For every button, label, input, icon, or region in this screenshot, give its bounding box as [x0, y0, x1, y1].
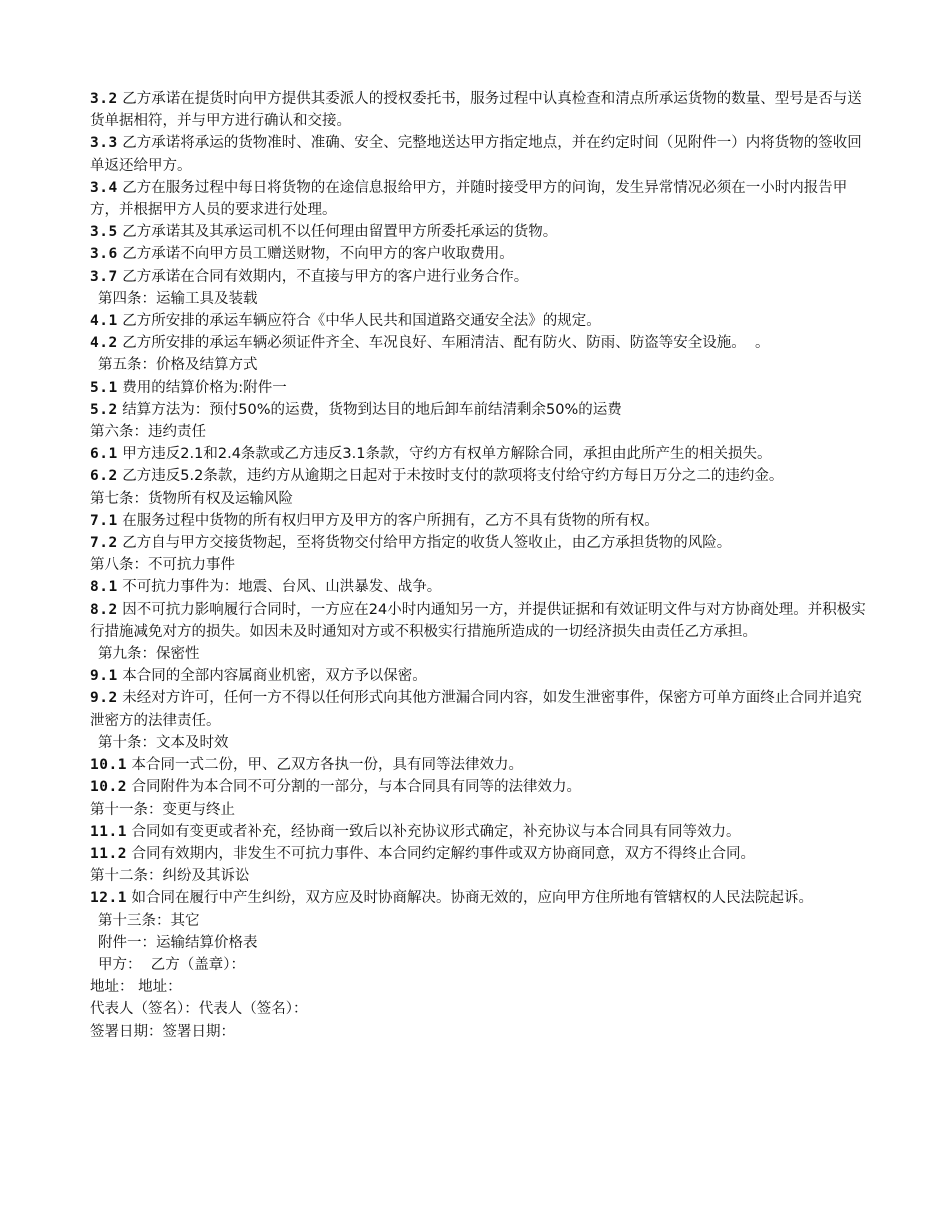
doc-line: [90, 954, 870, 976]
clause-number: 3.5: [90, 224, 118, 241]
clause-8-2: [90, 599, 870, 643]
clause-number: 8.1: [90, 579, 118, 596]
clause-text: 第十三条：其它: [98, 912, 200, 929]
clause-text: 本合同一式二份，甲、乙双方各执一份，具有同等法律效力。: [126, 757, 524, 774]
clause-text: 第五条：价格及结算方式: [98, 357, 258, 374]
clause-number: 7.1: [90, 512, 118, 529]
clause-text: 第六条：违约责任: [90, 424, 206, 441]
clause-number: 7.2: [90, 535, 118, 552]
clause-text: 第十一条：变更与终止: [90, 801, 235, 818]
clause-4-2: [90, 332, 870, 354]
doc-line: [90, 799, 870, 821]
doc-line: [90, 554, 870, 576]
clause-number: 11.2: [90, 845, 127, 862]
clause-text: 费用的结算价格为:附件一: [117, 379, 287, 396]
clause-6-2: [90, 465, 870, 487]
clause-text: 附件一：运输结算价格表: [98, 934, 258, 951]
doc-line: [90, 354, 870, 376]
clause-3-2: [90, 88, 870, 132]
doc-line: [90, 865, 870, 887]
clause-6-1: [90, 443, 870, 465]
clause-number: 10.1: [90, 757, 127, 774]
clause-text: 未经对方许可，任何一方不得以任何形式向其他方泄漏合同内容，如发生泄密事件，保密方可单方面终止合同并追究泄密方的法律责任。: [90, 690, 862, 729]
clause-3-3: [90, 132, 870, 176]
clause-text: 因不可抗力影响履行合同时，一方应在24小时内通知另一方，并提供证据和有效证明文件与对方协商处理。并积极实行措施减免对方的损失。如因未及时通知对方或不积极实行措施所造成的一切经济损失由责任乙方承担。: [90, 601, 866, 640]
clause-text: 如合同在履行中产生纠纷，双方应及时协商解决。协商无效的，应向甲方住所地有管辖权的人民法院起诉。: [126, 890, 814, 907]
clause-number: 6.1: [90, 446, 118, 463]
clause-number: 6.2: [90, 468, 118, 485]
doc-line: [90, 1021, 870, 1043]
clause-text: 第九条：保密性: [98, 646, 200, 663]
clause-number: 3.7: [90, 268, 118, 285]
clause-7-2: [90, 532, 870, 554]
clause-text: 不可抗力事件为：地震、台风、山洪暴发、战争。: [117, 579, 442, 596]
clause-text: 合同有效期内，非发生不可抗力事件、本合同约定解约事件或双方协商同意，双方不得终止合同。: [126, 845, 756, 862]
clause-5-2: [90, 399, 870, 421]
clause-10-2: [90, 776, 870, 798]
clause-10-1: [90, 754, 870, 776]
doc-line: [90, 488, 870, 510]
clause-9-1: [90, 665, 870, 687]
clause-text: 乙方承诺在提货时向甲方提供其委派人的授权委托书，服务过程中认真检查和清点所承运货物的数量、型号是否与送货单据相符，并与甲方进行确认和交接。: [90, 91, 862, 130]
clause-text: 第十二条：纠纷及其诉讼: [90, 868, 250, 885]
clause-5-1: [90, 377, 870, 399]
doc-line: [90, 932, 870, 954]
clause-number: 4.1: [90, 313, 118, 330]
clause-11-1: [90, 821, 870, 843]
clause-number: 12.1: [90, 890, 127, 907]
clause-text: 甲方违反2.1和2.4条款或乙方违反3.1条款，守约方有权单方解除合同，承担由此所产生的相关损失。: [117, 446, 772, 463]
clause-7-1: [90, 510, 870, 532]
clause-text: 乙方承诺在合同有效期内，不直接与甲方的客户进行业务合作。: [117, 268, 529, 285]
clause-text: 结算方法为：预付50%的运费，货物到达目的地后卸车前结清剩余50%的运费: [117, 401, 622, 418]
clause-11-2: [90, 843, 870, 865]
clause-text: 合同附件为本合同不可分割的一部分，与本合同具有同等的法律效力。: [126, 779, 582, 796]
clause-number: 5.2: [90, 401, 118, 418]
clause-text: 第十条：文本及时效: [98, 734, 229, 751]
contract-document: [90, 88, 870, 1043]
clause-3-5: [90, 221, 870, 243]
clause-text: 第八条：不可抗力事件: [90, 557, 235, 574]
clause-number: 3.4: [90, 179, 118, 196]
clause-number: 3.6: [90, 246, 118, 263]
clause-text: 第七条：货物所有权及运输风险: [90, 490, 293, 507]
doc-line: [90, 288, 870, 310]
doc-line: [90, 998, 870, 1020]
clause-text: 第四条：运输工具及装载: [98, 290, 258, 307]
clause-number: 5.1: [90, 379, 118, 396]
clause-text: 合同如有变更或者补充，经协商一致后以补充协议形式确定，补充协议与本合同具有同等效力。: [126, 823, 741, 840]
clause-text: 甲方： 乙方（盖章）：: [98, 956, 245, 973]
clause-text: 乙方承诺将承运的货物准时、准确、安全、完整地送达甲方指定地点，并在约定时间（见附件一）内将货物的签收回单返还给甲方。: [90, 135, 862, 174]
clause-text: 地址： 地址：: [90, 979, 182, 996]
doc-line: [90, 643, 870, 665]
doc-line: [90, 976, 870, 998]
clause-number: 9.1: [90, 668, 118, 685]
clause-text: 乙方所安排的承运车辆应符合《中华人民共和国道路交通安全法》的规定。: [117, 313, 601, 330]
clause-text: 乙方自与甲方交接货物起，至将货物交付给甲方指定的收货人签收止，由乙方承担货物的风险。: [117, 535, 732, 552]
clause-12-1: [90, 887, 870, 909]
clause-9-2: [90, 687, 870, 731]
clause-text: 乙方在服务过程中每日将货物的在途信息报给甲方，并随时接受甲方的问询，发生异常情况必须在一小时内报告甲方，并根据甲方人员的要求进行处理。: [90, 179, 848, 219]
clause-8-1: [90, 576, 870, 598]
clause-text: 在服务过程中货物的所有权归甲方及甲方的客户所拥有，乙方不具有货物的所有权。: [117, 512, 659, 529]
clause-number: 4.2: [90, 335, 118, 352]
doc-line: [90, 910, 870, 932]
clause-number: 11.1: [90, 823, 127, 840]
doc-line: [90, 732, 870, 754]
clause-3-4: [90, 177, 870, 221]
doc-line: [90, 421, 870, 443]
clause-text: 乙方承诺不向甲方员工赠送财物，不向甲方的客户收取费用。: [117, 246, 514, 263]
clause-number: 9.2: [90, 690, 118, 707]
clause-text: 乙方违反5.2条款，违约方从逾期之日起对于未按时支付的款项将支付给守约方每日万分之二的违约金。: [117, 468, 784, 485]
clause-text: 代表人（签名）：代表人（签名）：: [90, 1001, 308, 1018]
clause-text: 本合同的全部内容属商业机密，双方予以保密。: [117, 668, 427, 685]
clause-text: 签署日期：签署日期：: [90, 1023, 235, 1040]
clause-3-7: [90, 266, 870, 288]
clause-text: 乙方所安排的承运车辆必须证件齐全、车况良好、车厢清洁、配有防火、防雨、防盗等安全设施。 。: [117, 335, 770, 352]
clause-3-6: [90, 243, 870, 265]
clause-4-1: [90, 310, 870, 332]
clause-text: 乙方承诺其及其承运司机不以任何理由留置甲方所委托承运的货物。: [117, 224, 558, 241]
clause-number: 3.2: [90, 91, 118, 107]
clause-number: 10.2: [90, 779, 127, 796]
clause-number: 3.3: [90, 135, 118, 152]
clause-number: 8.2: [90, 601, 118, 618]
